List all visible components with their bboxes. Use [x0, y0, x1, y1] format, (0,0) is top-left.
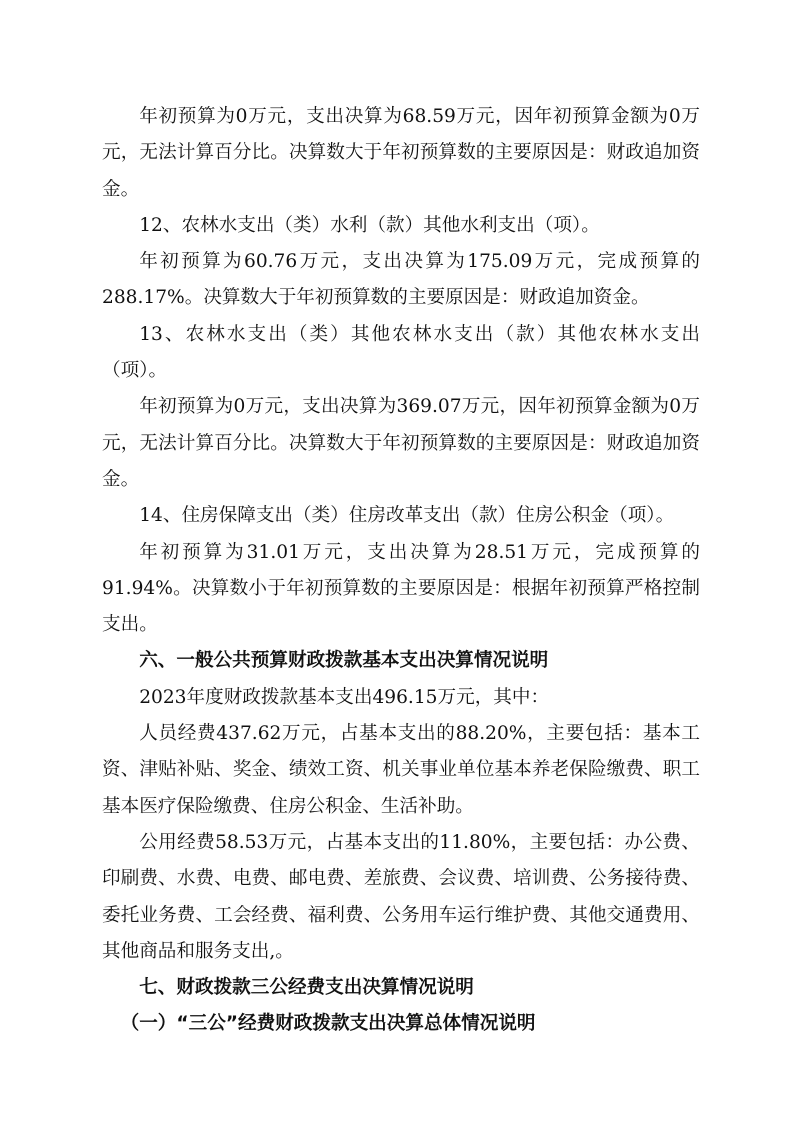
paragraph: 2023年度财政拨款基本支出496.15万元，其中： [139, 686, 550, 708]
paragraph: 年初预算为0万元，支出决算为68.59万元，因年初预算金额为0万元，无法计算百分比。决算数大于年初预算数的主要原因是：财政追加资金。 [102, 106, 700, 200]
paragraph: 年初预算为0万元，支出决算为369.07万元，因年初预算金额为0万元，无法计算百分比。决算数大于年初预算数的主要原因是：财政追加资金。 [102, 396, 700, 490]
section-6-heading: 六、一般公共预算财政拨款基本支出决算情况说明 [139, 650, 549, 672]
item-heading-13: 13、农林水支出（类）其他农林水支出（款）其他农林水支出（项）。 [102, 323, 700, 382]
section-7-heading: 七、财政拨款三公经费支出决算情况说明 [139, 977, 474, 999]
document-page [102, 99, 700, 1043]
section-7-subheading: （一）“三公”经费财政拨款支出决算总体情况说明 [120, 1013, 536, 1035]
paragraph: 公用经费58.53万元，占基本支出的11.80%，主要包括：办公费、印刷费、水费、电费、邮电费、差旅费、会议费、培训费、公务接待费、委托业务费、工会经费、福利费、公务用车运行维护费、其他交通费用、其他商品和服务支出,。 [102, 831, 700, 962]
paragraph: 年初预算为31.01万元，支出决算为28.51万元，完成预算的91.94%。决算数小于年初预算数的主要原因是：根据年初预算严格控制支出。 [102, 541, 700, 636]
item-heading-12: 12、农林水支出（类）水利（款）其他水利支出（项）。 [139, 214, 600, 236]
paragraph: 人员经费437.62万元，占基本支出的88.20%，主要包括：基本工资、津贴补贴、奖金、绩效工资、机关事业单位基本养老保险缴费、职工基本医疗保险缴费、住房公积金、生活补助。 [102, 723, 700, 817]
item-heading-14: 14、住房保障支出（类）住房改革支出（款）住房公积金（项）。 [139, 505, 675, 527]
paragraph: 年初预算为60.76万元，支出决算为175.09万元，完成预算的288.17%。决算数大于年初预算数的主要原因是：财政追加资金。 [102, 251, 700, 309]
